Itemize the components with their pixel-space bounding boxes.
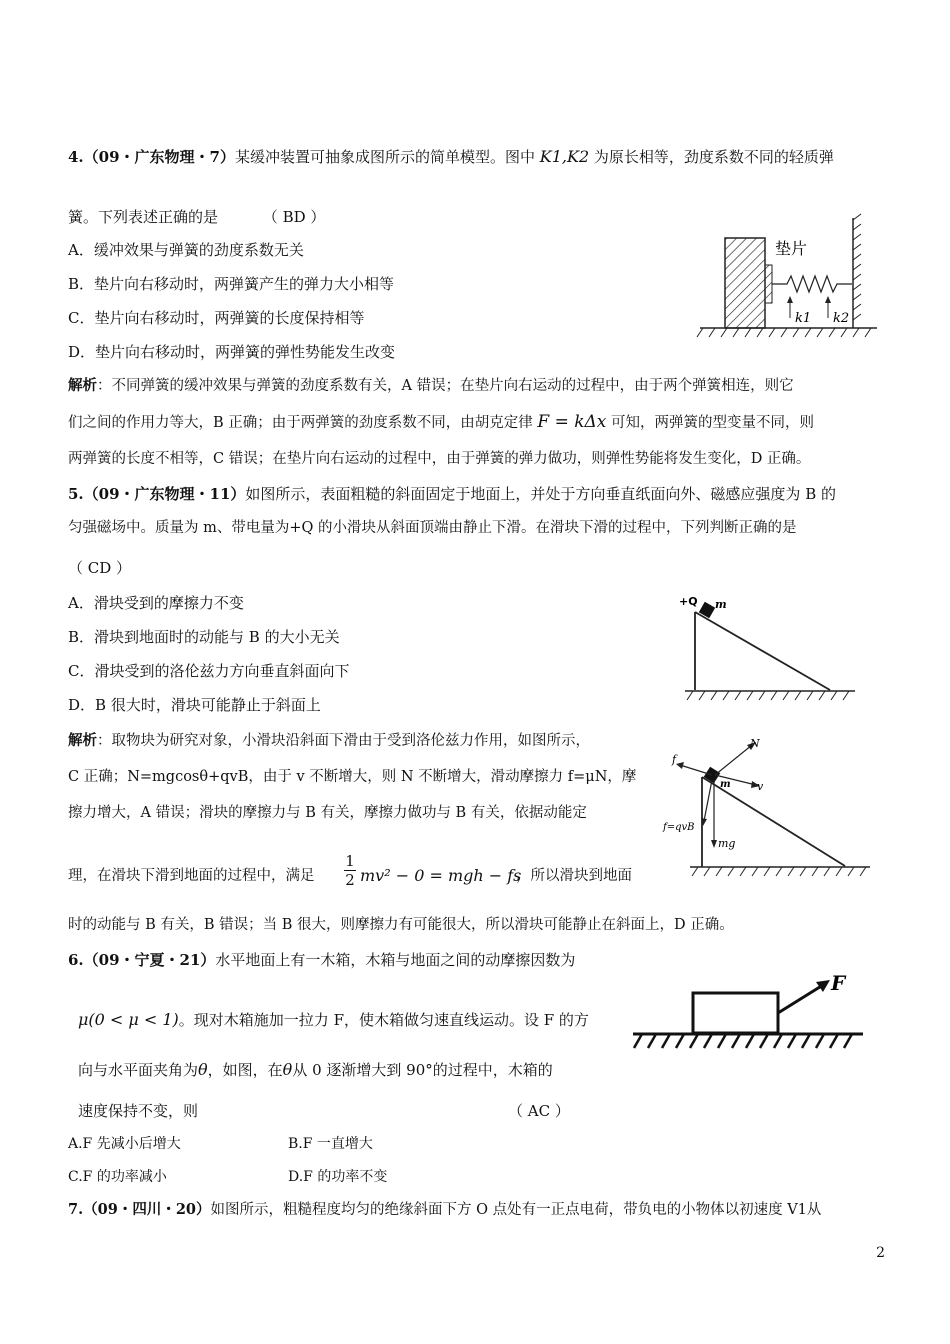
q6-option-d: D.F 的功率不变	[288, 1169, 388, 1185]
q6-mu-range: μ(0 < μ < 1)	[78, 1010, 179, 1029]
page-number: 2	[876, 1245, 885, 1261]
q4-analysis-line3: 两弹簧的长度不相等，C 错误；在垫片向右运动的过程中，由于弹簧的弹力做功，则弹性势能将发生变化，D 正确。	[68, 451, 811, 467]
q6-option-b: B.F 一直增大	[288, 1136, 373, 1152]
q5-half-denominator: 2	[345, 871, 355, 889]
q6-answer: （ AC ）	[508, 1102, 570, 1120]
q4-pad-label: 垫片	[775, 239, 808, 258]
q5-mass-label: m	[715, 598, 727, 611]
q6-option-a: A.F 先减小后增大	[68, 1136, 181, 1152]
q4-pad	[765, 265, 772, 303]
q4-analysis-text2: 们之间的作用力等大，B 正确；由于两弹簧的劲度系数不同，由胡克定律	[68, 415, 533, 431]
q4-analysis-line2	[68, 412, 814, 433]
q5-f-label: f	[672, 753, 677, 766]
q5-option-a: A．滑块受到的摩擦力不变	[68, 594, 244, 612]
q5-incline-figure	[665, 590, 865, 705]
q6-source: （09・宁夏・21）	[83, 951, 216, 969]
q5-stem-line2: 匀强磁场中。质量为 m、带电量为+Q 的小滑块从斜面顶端由静止下滑。在滑块下滑的过程中，下列判断正确的是	[68, 520, 797, 536]
q5-analysis-line1	[68, 731, 590, 751]
q6-stem-c: 向与水平面夹角为	[78, 1061, 199, 1079]
q7-stem-line1	[68, 1200, 821, 1220]
q4-springs	[772, 276, 852, 292]
q5-force-figure	[660, 735, 875, 885]
q5-force-mass: m	[720, 779, 731, 790]
q5-ground-hatch	[687, 691, 849, 700]
q5-analysis-text1: ：取物块为研究对象，小滑块沿斜面下滑由于受到洛伦兹力作用，如图所示，	[97, 733, 590, 749]
q5-analysis-line4	[68, 866, 315, 886]
q4-analysis-line1	[68, 376, 794, 396]
q4-stem-b: 为原长相等，劲度系数不同的轻质弹	[593, 148, 834, 166]
q4-block	[725, 238, 765, 328]
q5-fqvb-label: f=qvB	[663, 822, 695, 833]
q5-half-numerator: 1	[345, 852, 355, 870]
q6-ground-hatch	[634, 1034, 852, 1048]
q6-number: 6.	[68, 951, 84, 969]
q5-half-fraction	[344, 852, 356, 889]
q5-stem-line1	[68, 484, 836, 504]
q5-option-d: D．B 很大时，滑块可能静止于斜面上	[68, 696, 321, 714]
q6-box-figure	[628, 968, 868, 1058]
q5-energy-equation: mv² − 0 = mgh − fs	[360, 866, 522, 885]
q4-k2-label: k2	[833, 311, 850, 326]
q4-number: 4.	[68, 148, 84, 166]
q4-source: （09・广东物理・7）	[83, 148, 235, 166]
q4-ground-hatch	[697, 328, 871, 337]
q4-analysis-text3: 可知，两弹簧的型变量不同，则	[611, 415, 814, 431]
q6-theta-2: θ	[282, 1060, 293, 1079]
q7-stem: 如图所示，粗糙程度均匀的绝缘斜面下方 O 点处有一正点电荷，带负电的小物体以初速度 V1从	[210, 1202, 822, 1218]
q5-force-ground-hatch	[692, 867, 866, 876]
q5-answer: （ CD ）	[68, 559, 132, 577]
q7-number: 7.	[68, 1201, 84, 1218]
q5-analysis-line3: 擦力增大，A 错误；滑块的摩擦力与 B 有关，摩擦力做功与 B 有关，依据动能定	[68, 805, 587, 821]
q6-wooden-box	[693, 993, 778, 1033]
q4-spring-figure	[695, 210, 880, 342]
q4-stem-line2	[68, 207, 325, 227]
q4-option-c: C．垫片向右移动时，两弹簧的长度保持相等	[68, 309, 365, 327]
q5-analysis-text5: ，所以滑块到地面	[516, 868, 632, 884]
q4-k-symbol: K1,K2	[539, 147, 590, 166]
q4-option-a: A．缓冲效果与弹簧的劲度系数无关	[68, 241, 304, 259]
q6-stem-line3	[78, 1060, 553, 1080]
q6-force-label: F	[831, 971, 846, 995]
q4-stem-a: 某缓冲装置可抽象成图所示的简单模型。图中	[234, 148, 535, 166]
q5-mg-label: mg	[718, 837, 736, 850]
q4-analysis-text1: ：不同弹簧的缓冲效果与弹簧的劲度系数有关，A 错误；在垫片向右运动的过程中，由于两个弹簧相连，则它	[97, 378, 794, 394]
q6-option-c: C.F 的功率减小	[68, 1169, 167, 1185]
q6-stem-d: ，如图，在	[207, 1061, 283, 1079]
q7-source: （09・四川・20）	[83, 1201, 211, 1218]
q6-stem-line4	[78, 1101, 198, 1121]
q6-stem-a: 水平地面上有一木箱，木箱与地面之间的动摩擦因数为	[215, 951, 576, 969]
q4-stem-line1	[68, 147, 834, 167]
q5-stem-text1: 如图所示，表面粗糙的斜面固定于地面上，并处于方向垂直纸面向外、磁感应强度为 B 的	[245, 485, 836, 503]
q6-stem-b: 。现对木箱施加一拉力 F，使木箱做匀速直线运动。设 F 的方	[178, 1011, 589, 1029]
q5-analysis-line5: 时的动能与 B 有关，B 错误；当 B 很大，则摩擦力有可能很大，所以滑块可能静止在斜面上，D 正确。	[68, 917, 734, 933]
q4-analysis-label: 解析	[68, 377, 97, 394]
q6-theta-1: θ	[198, 1060, 208, 1079]
q4-option-d: D．垫片向右移动时，两弹簧的弹性势能发生改变	[68, 343, 396, 361]
q5-source: （09・广东物理・11）	[83, 485, 246, 503]
q5-charge-label: +Q	[679, 595, 698, 608]
q5-N-label: N	[750, 737, 760, 750]
q4-answer: （ BD ）	[262, 208, 326, 226]
q5-analysis-label: 解析	[68, 732, 97, 749]
q5-option-c: C．滑块受到的洛伦兹力方向垂直斜面向下	[68, 662, 350, 680]
q4-wall-hatch	[853, 214, 861, 320]
q6-stem-f: 速度保持不变，则	[78, 1102, 199, 1120]
q4-hooke-law: F = kΔx	[537, 412, 607, 432]
q4-stem-c: 簧。下列表述正确的是	[68, 208, 219, 226]
q5-analysis-text4: 理，在滑块下滑到地面的过程中，满足	[68, 868, 315, 884]
q4-k1-label: k1	[795, 311, 812, 326]
q5-option-b: B．滑块到地面时的动能与 B 的大小无关	[68, 628, 340, 646]
q5-analysis-line2: C 正确；N=mgcosθ+qvB，由于 v 不断增大，则 N 不断增大，滑动摩擦力 f=μN，摩	[68, 769, 637, 785]
q6-stem-line2	[78, 1010, 589, 1030]
q5-number: 5.	[68, 485, 84, 503]
q6-stem-line1	[68, 950, 575, 970]
q5-v-label: v	[757, 780, 764, 793]
q6-stem-e: 从 0 逐渐增大到 90°的过程中，木箱的	[292, 1061, 553, 1079]
q4-option-b: B．垫片向右移动时，两弹簧产生的弹力大小相等	[68, 275, 395, 293]
